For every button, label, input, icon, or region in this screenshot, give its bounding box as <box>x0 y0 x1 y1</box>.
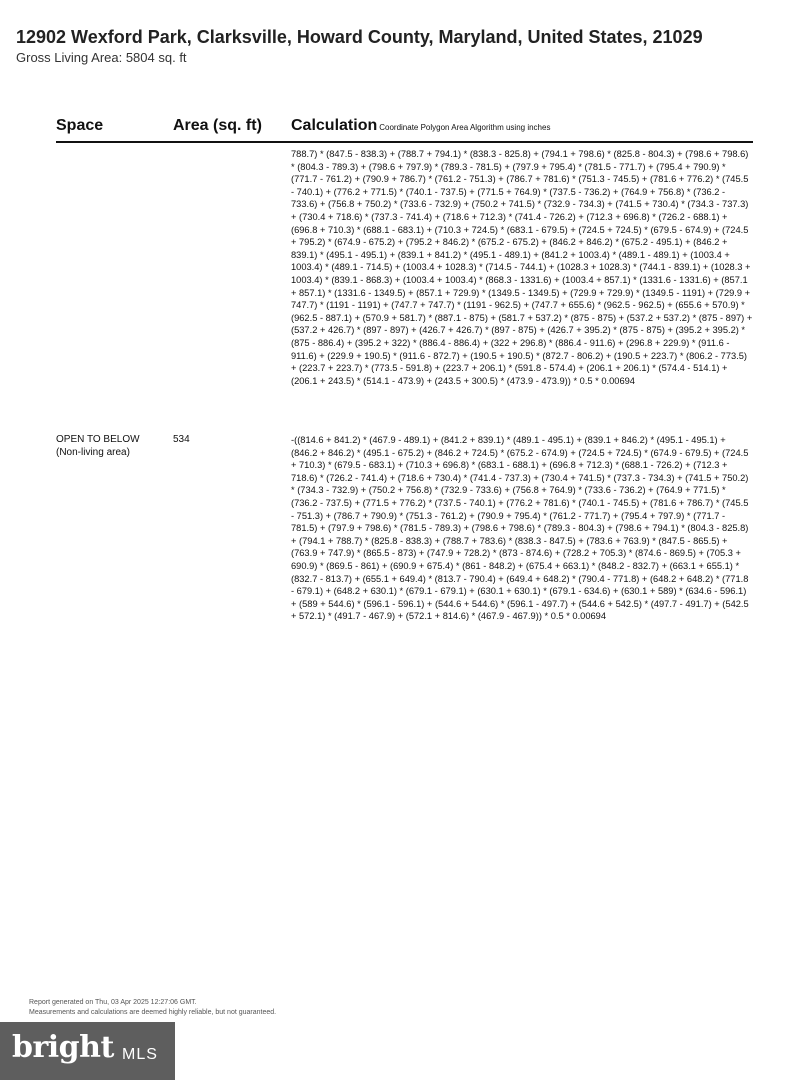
calculation-method-note: Coordinate Polygon Area Algorithm using inches <box>379 123 551 132</box>
logo-brand-text: bright <box>12 1030 114 1065</box>
calculation-cell: -((814.6 + 841.2) * (467.9 - 489.1) + (841.2 + 839.1) * (489.1 - 495.1) + (839.1 + 846.2) * (495.1 - 495.1) + (846.2 + 846.2) * (495.1 - 675.2) + (846.2 + 724.5) * (675.2 - 674.9) + (724.5 + 724.5) * (674.9 - 679.5) + (724.5 + 710.3) * (679.5 - 683.1) + (710.3 + 696.8) * (683.1 - 688.1) + (696.8 + 712.3) * (688.1 - 726.2) + (712.3 + 718.6) * (726.2 - 741.4) + (718.6 + 730.4) * (741.4 - 737.3) + (730.4 + 741.5) * (737.3 - 734.3) + (741.5 + 750.2) * (734.3 - 732.9) + (750.2 + 756.8) * (732.9 - 733.6) + (756.8 + 764.9) * (733.6 - 736.2) + (764.9 + 771.5) * (736.2 - 737.5) + (771.5 + 776.2) * (737.5 - 740.1) + (776.2 + 781.6) * (740.1 - 745.5) + (781.6 + 786.7) * (745.5 - 751.3) + (786.7 + 790.9) * (751.3 - 761.2) + (790.9 + 795.4) * (761.2 - 771.7) + (795.4 + 797.9) * (771.7 - 781.5) + (797.9 + 798.6) * (781.5 - 789.3) + (798.6 + 798.6) * (789.3 - 804.3) + (798.6 + 794.1) * (804.3 - 825.8) + (794.1 + 788.7) * (825.8 - 838.3) + (788.7 + 783.6) * (838.3 - 847.5) + (783.6 + 763.9) * (847.5 - 865.5) + (763.9 + 747.9) * (865.5 - 873) + (747.9 + 728.2) * (873 - 874.6) + (728.2 + 705.3) * (874.6 - 869.5) + (705.3 + 690.9) * (869.5 - 861) + (690.9 + 675.4) * (861 - 848.2) + (675.4 + 663.1) * (848.2 - 832.7) + (663.1 + 655.1) * (832.7 - 813.7) + (655.1 + 649.4) * (813.7 - 790.4) + (649.4 + 648.2) * (790.4 - 771.8) + (648.2 + 648.2) * (771.8 - 679.1) + (648.2 + 630.1) * (679.1 - 679.1) + (630.1 + 630.1) * (679.1 - 634.6) + (630.1 + 589) * (634.6 - 596.1) + (589 + 544.6) * (596.1 - 596.1) + (544.6 + 544.6) * (596.1 - 497.7) + (544.6 + 542.5) * (497.7 - 491.7) + (542.5 + 572.1) * (491.7 - 467.9) + (572.1 + 814.6) * (467.9 - 467.9)) * 0.5 * 0.00694 <box>291 435 749 622</box>
space-column-header: Space <box>56 117 104 134</box>
report-generated-note: Report generated on Thu, 03 Apr 2025 12:27:06 GMT. <box>29 999 197 1006</box>
space-name: OPEN TO BELOW <box>56 434 140 445</box>
area-cell: 534 <box>173 434 190 445</box>
space-cell <box>56 434 166 459</box>
space-type: (Non-living area) <box>56 446 130 458</box>
gross-living-area: Gross Living Area: 5804 sq. ft <box>16 50 187 65</box>
bright-mls-logo <box>0 1022 175 1080</box>
calculation-cell: 788.7) * (847.5 - 838.3) + (788.7 + 794.1) * (838.3 - 825.8) + (794.1 + 798.6) * (825.8 - 804.3) + (798.6 + 798.6) * (804.3 - 789.3) + (798.6 + 797.9) * (789.3 - 781.5) + (797.9 + 795.4) * (781.5 - 771.7) + (795.4 + 790.9) * (771.7 - 761.2) + (790.9 + 786.7) * (761.2 - 751.3) + (786.7 + 781.6) * (751.3 - 745.5) + (781.6 + 776.2) * (745.5 - 740.1) + (776.2 + 771.5) * (740.1 - 737.5) + (771.5 + 764.9) * (737.5 - 736.2) + (764.9 + 756.8) * (736.2 - 733.6) + (756.8 + 750.2) * (733.6 - 732.9) + (750.2 + 741.5) * (732.9 - 734.3) + (741.5 + 730.4) * (734.3 - 737.3) + (730.4 + 718.6) * (737.3 - 741.4) + (718.6 + 712.3) * (741.4 - 726.2) + (712.3 + 696.8) * (726.2 - 688.1) + (696.8 + 710.3) * (688.1 - 683.1) + (710.3 + 724.5) * (683.1 - 679.5) + (724.5 + 724.5) * (679.5 - 674.9) + (724.5 + 795.2) * (674.9 - 675.2) + (795.2 + 846.2) * (675.2 - 675.2) + (846.2 + 846.2) * (675.2 - 495.1) + (846.2 + 839.1) * (495.1 - 495.1) + (839.1 + 841.2) * (495.1 - 489.1) + (841.2 + 1003.4) * (489.1 - 489.1) + (1003.4 + 1003.4) * (489.1 - 714.5) + (1003.4 + 1028.3) * (714.5 - 744.1) + (1028.3 + 1028.3) * (744.1 - 839.1) + (1028.3 + 1003.4) * (839.1 - 868.3) + (1003.4 + 1003.4) * (868.3 - 1331.6) + (1003.4 + 857.1) * (1331.6 - 1331.6) + (857.1 + 857.1) * (1331.6 - 1349.5) + (857.1 + 729.9) * (1349.5 - 1349.5) + (729.9 + 729.9) * (1349.5 - 1191) + (729.9 + 747.7) * (1191 - 1191) + (747.7 + 747.7) * (1191 - 962.5) + (747.7 + 655.6) * (962.5 - 962.5) + (655.6 + 570.9) * (962.5 - 887.1) + (570.9 + 581.7) * (887.1 - 875) + (581.7 + 537.2) * (875 - 875) + (537.2 + 537.2) * (875 - 897) + (537.2 + 426.7) * (897 - 897) + (426.7 + 426.7) * (897 - 875) + (426.7 + 395.2) * (875 - 875) + (395.2 + 395.2) * (875 - 886.4) + (395.2 + 322) * (886.4 - 886.4) + (322 + 296.8) * (886.4 - 911.6) + (296.8 + 229.9) * (911.6 - 911.6) + (229.9 + 190.5) * (911.6 - 872.7) + (190.5 + 190.5) * (872.7 - 806.2) + (190.5 + 223.7) * (806.2 - 773.5) + (223.7 + 223.7) * (773.5 - 591.8) + (223.7 + 206.1) * (591.8 - 574.4) + (206.1 + 206.1) * (574.4 - 514.1) + (206.1 + 243.5) * (514.1 - 473.9) + (243.5 + 300.5) * (473.9 - 473.9)) * 0.5 * 0.00694 <box>291 149 753 386</box>
disclaimer-note: Measurements and calculations are deemed highly reliable, but not guaranteed. <box>29 1008 277 1016</box>
logo-mls-text: MLS <box>122 1046 158 1063</box>
calculation-column-header <box>291 117 550 135</box>
report-footer <box>29 998 276 1017</box>
page-title: 12902 Wexford Park, Clarksville, Howard County, Maryland, United States, 21029 <box>16 27 703 47</box>
table-header <box>56 117 753 143</box>
calculation-header-label: Calculation <box>291 117 378 134</box>
area-column-header: Area (sq. ft) <box>173 117 262 134</box>
